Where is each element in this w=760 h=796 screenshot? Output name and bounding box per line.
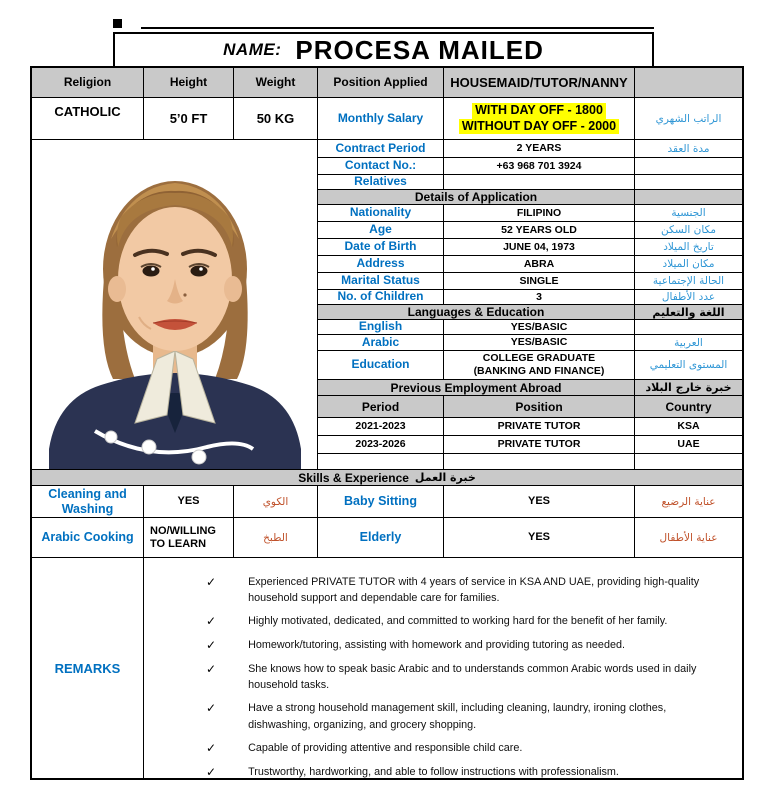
arabic-label: Arabic bbox=[318, 335, 444, 351]
remark-text: Experienced PRIVATE TUTOR with 4 years of service in KSA AND UAE, providing high-quality household support and dependable care for families. bbox=[248, 576, 700, 605]
check-icon: ✓ bbox=[206, 764, 217, 779]
marital-status-row bbox=[318, 273, 742, 290]
employment-country-empty bbox=[635, 454, 742, 470]
remarks-label: REMARKS bbox=[32, 558, 144, 778]
relatives-label: Relatives bbox=[318, 175, 444, 190]
baby-sitting-value: YES bbox=[444, 486, 635, 518]
employment-row-1 bbox=[318, 418, 742, 436]
top-header-empty-cell bbox=[635, 68, 742, 98]
remark-text: Have a strong household management skill, including cleaning, laundry, ironing clothes, dishwashing, organizing, and grocery shopping. bbox=[248, 702, 667, 731]
birthdate-arabic: تاريخ الميلاد bbox=[635, 239, 742, 256]
weight-header: Weight bbox=[234, 68, 318, 98]
address-row bbox=[318, 256, 742, 273]
check-icon: ✓ bbox=[206, 740, 217, 755]
arabic-row bbox=[318, 335, 742, 351]
nationality-row bbox=[318, 205, 742, 222]
nationality-arabic: الجنسية bbox=[635, 205, 742, 222]
employment-position-2: PRIVATE TUTOR bbox=[444, 436, 635, 454]
arabic-cooking-label: Arabic Cooking bbox=[32, 518, 144, 558]
salary-without-day-off: WITHOUT DAY OFF - 2000 bbox=[459, 119, 619, 135]
employment-country-1: KSA bbox=[635, 418, 742, 436]
contract-period-value: 2 YEARS bbox=[444, 140, 635, 158]
arabic-cooking-value: NO/WILLING TO LEARN bbox=[144, 518, 234, 558]
address-label: Address bbox=[318, 256, 444, 273]
contract-period-label: Contract Period bbox=[318, 140, 444, 158]
children-value: 3 bbox=[444, 290, 635, 305]
marital-status-value: SINGLE bbox=[444, 273, 635, 290]
contact-no-row bbox=[318, 158, 742, 175]
languages-title: Languages & Education bbox=[318, 305, 635, 320]
remarks-row bbox=[32, 558, 742, 778]
name-box bbox=[113, 32, 654, 68]
birthdate-label: Date of Birth bbox=[318, 239, 444, 256]
weight-value: 50 KG bbox=[234, 98, 318, 140]
skills-title-row bbox=[32, 470, 742, 486]
education-label: Education bbox=[318, 351, 444, 380]
birthdate-row bbox=[318, 239, 742, 256]
baby-sitting-label: Baby Sitting bbox=[318, 486, 444, 518]
elderly-label: Elderly bbox=[318, 518, 444, 558]
religion-value: CATHOLIC bbox=[32, 98, 144, 140]
position-header: Position bbox=[444, 396, 635, 418]
remark-item bbox=[206, 574, 728, 606]
remark-item bbox=[206, 613, 728, 630]
education-arabic: المستوى التعليمي bbox=[635, 351, 742, 380]
employment-position-empty bbox=[444, 454, 635, 470]
cooking-arabic: الطبخ bbox=[234, 518, 318, 558]
ironing-arabic: الكوي bbox=[234, 486, 318, 518]
middle-section bbox=[32, 140, 742, 470]
skill-row-1 bbox=[32, 486, 742, 518]
religion-header: Religion bbox=[32, 68, 144, 98]
name-label: NAME: bbox=[223, 40, 282, 59]
height-value: 5’0 FT bbox=[144, 98, 234, 140]
remark-text: Homework/tutoring, assisting with homework and providing tutoring as needed. bbox=[248, 639, 625, 652]
english-arabic bbox=[635, 320, 742, 335]
relatives-row bbox=[318, 175, 742, 190]
check-icon: ✓ bbox=[206, 638, 217, 653]
employment-position-1: PRIVATE TUTOR bbox=[444, 418, 635, 436]
arabic-value: YES/BASIC bbox=[444, 335, 635, 351]
biodata-table bbox=[30, 66, 744, 780]
portrait-illustration bbox=[39, 147, 311, 469]
remark-text: Highly motivated, dedicated, and committed to working hard for the benefit of her family. bbox=[248, 615, 668, 628]
check-icon: ✓ bbox=[206, 575, 217, 589]
education-value-line1: COLLEGE GRADUATE bbox=[482, 351, 596, 364]
age-label: Age bbox=[318, 222, 444, 239]
monthly-salary-value bbox=[444, 98, 635, 140]
english-row bbox=[318, 320, 742, 335]
education-value-line2: (BANKING AND FINANCE) bbox=[473, 365, 605, 377]
skill-row-2 bbox=[32, 518, 742, 558]
skills-title: Skills & Experience bbox=[298, 470, 409, 485]
contract-period-arabic: مدة العقد bbox=[635, 140, 742, 158]
applicant-name: PROCESA MAILED bbox=[295, 34, 544, 65]
remark-text: Trustworthy, hardworking, and able to follow instructions with professionalism. bbox=[248, 765, 619, 778]
employment-period-2: 2023-2026 bbox=[318, 436, 444, 454]
check-icon: ✓ bbox=[206, 661, 217, 676]
employment-row-2 bbox=[318, 436, 742, 454]
skills-title-arabic: خبرة العمل bbox=[414, 471, 476, 484]
elderly-value: YES bbox=[444, 518, 635, 558]
marital-status-label: Marital Status bbox=[318, 273, 444, 290]
employment-period-empty bbox=[318, 454, 444, 470]
check-icon: ✓ bbox=[206, 701, 217, 716]
employment-row-empty bbox=[318, 454, 742, 470]
position-applied-header: Position Applied bbox=[318, 68, 444, 98]
monthly-salary-arabic: الراتب الشهري bbox=[635, 98, 742, 140]
employment-country-2: UAE bbox=[635, 436, 742, 454]
nationality-value: FILIPINO bbox=[444, 205, 635, 222]
salary-with-day-off: WITH DAY OFF - 1800 bbox=[472, 103, 606, 119]
height-header: Height bbox=[144, 68, 234, 98]
languages-title-row bbox=[318, 305, 742, 320]
relatives-arabic bbox=[635, 175, 742, 190]
employment-title-row bbox=[318, 380, 742, 396]
remarks-list bbox=[144, 558, 742, 780]
applicant-photo bbox=[32, 140, 318, 470]
remark-item bbox=[206, 637, 728, 654]
skills-title-cell bbox=[32, 470, 742, 486]
contact-no-label: Contact No.: bbox=[318, 158, 444, 175]
education-value bbox=[444, 351, 635, 380]
remark-item bbox=[206, 764, 728, 781]
contract-period-row bbox=[318, 140, 742, 158]
children-label: No. of Children bbox=[318, 290, 444, 305]
check-icon: ✓ bbox=[206, 614, 217, 629]
age-arabic: مكان السكن bbox=[635, 222, 742, 239]
relatives-value bbox=[444, 175, 635, 190]
period-header: Period bbox=[318, 396, 444, 418]
children-arabic: عدد الأطفال bbox=[635, 290, 742, 305]
age-row bbox=[318, 222, 742, 239]
children-row bbox=[318, 290, 742, 305]
details-title: Details of Application bbox=[318, 190, 635, 205]
birthdate-value: JUNE 04, 1973 bbox=[444, 239, 635, 256]
remarks-content bbox=[144, 558, 742, 778]
remark-text: Capable of providing attentive and responsible child care. bbox=[248, 741, 523, 754]
arabic-arabic: العربية bbox=[635, 335, 742, 351]
employment-title-arabic: خبرة خارج البلاد bbox=[635, 380, 742, 396]
remark-item bbox=[206, 661, 728, 693]
infant-care-arabic: عناية الرضيع bbox=[635, 486, 742, 518]
monthly-salary-label: Monthly Salary bbox=[318, 98, 444, 140]
employment-period-1: 2021-2023 bbox=[318, 418, 444, 436]
country-header: Country bbox=[635, 396, 742, 418]
employment-title: Previous Employment Abroad bbox=[318, 380, 635, 396]
remark-text: She knows how to speak basic Arabic and to understands common Arabic words used in daily household tasks. bbox=[248, 662, 697, 692]
cleaning-washing-label: Cleaning and Washing bbox=[32, 486, 144, 518]
details-stack bbox=[318, 140, 742, 470]
education-row bbox=[318, 351, 742, 380]
position-applied-value: HOUSEMAID/TUTOR/NANNY bbox=[444, 68, 635, 98]
nationality-label: Nationality bbox=[318, 205, 444, 222]
details-title-empty bbox=[635, 190, 742, 205]
marital-status-arabic: الحالة الإجتماعية bbox=[635, 273, 742, 290]
top-header-row bbox=[32, 68, 742, 98]
english-value: YES/BASIC bbox=[444, 320, 635, 335]
remark-item bbox=[206, 740, 728, 757]
languages-title-arabic: اللغة والتعليم bbox=[635, 305, 742, 320]
child-care-arabic: عناية الأطفال bbox=[635, 518, 742, 558]
details-title-row bbox=[318, 190, 742, 205]
address-value: ABRA bbox=[444, 256, 635, 273]
english-label: English bbox=[318, 320, 444, 335]
basic-info-row bbox=[32, 98, 742, 140]
address-arabic: مكان الميلاد bbox=[635, 256, 742, 273]
contact-no-arabic bbox=[635, 158, 742, 175]
cleaning-washing-value: YES bbox=[144, 486, 234, 518]
contact-no-value: +63 968 701 3924 bbox=[444, 158, 635, 175]
remark-item bbox=[206, 700, 728, 732]
age-value: 52 YEARS OLD bbox=[444, 222, 635, 239]
employment-header-row bbox=[318, 396, 742, 418]
